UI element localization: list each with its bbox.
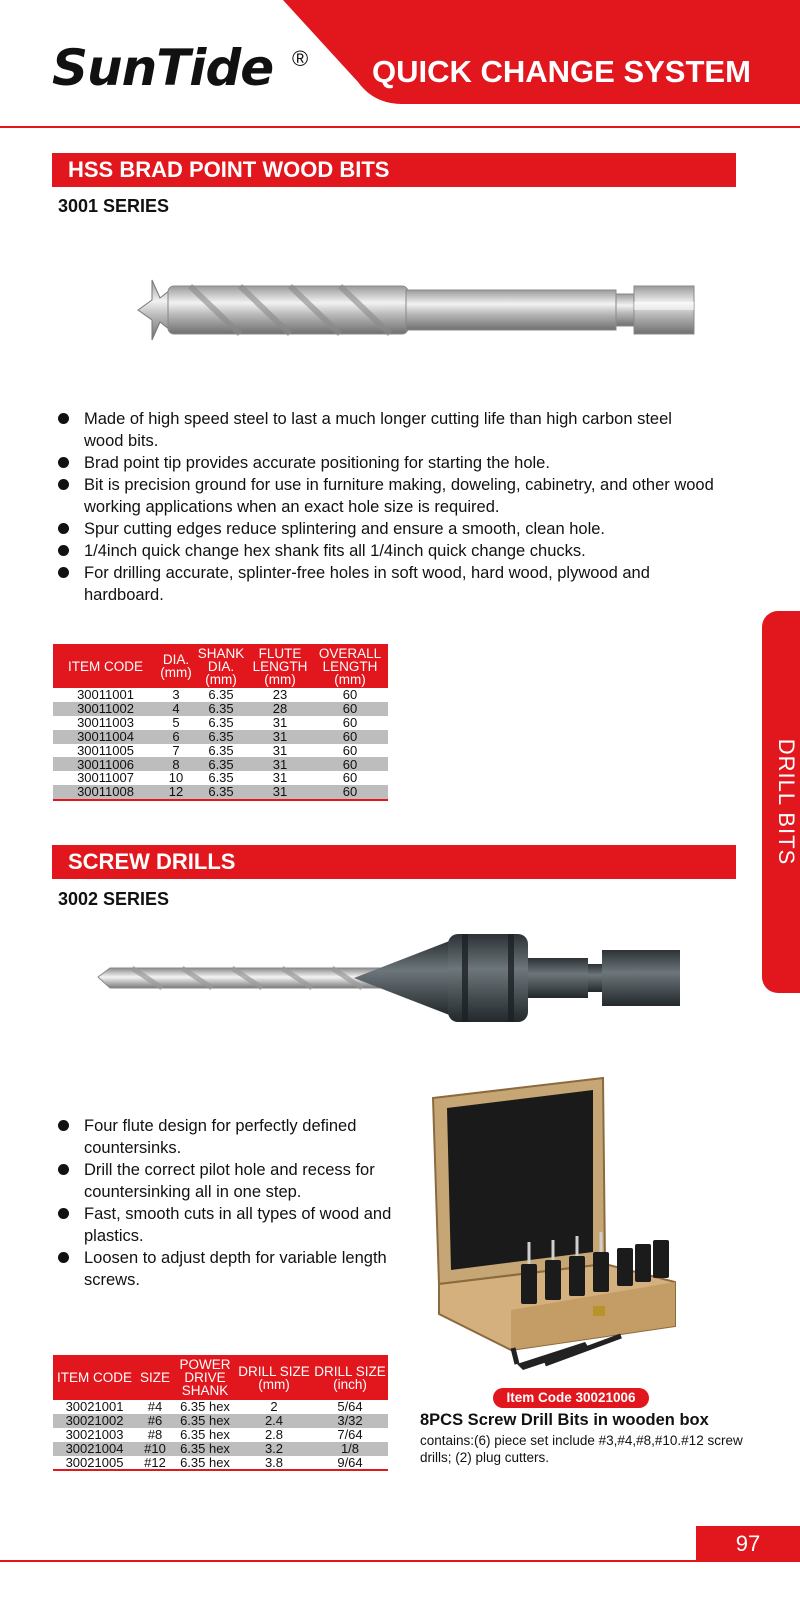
table-row: 30011005 7 6.35 31 60 xyxy=(77,742,358,758)
column-header: DRILL SIZE (mm) xyxy=(236,1355,312,1400)
table-row: 30021003 #8 6.35 hex 2.8 7/64 xyxy=(65,1426,363,1442)
header-rule xyxy=(0,126,800,128)
bullet-icon xyxy=(58,1252,69,1263)
wooden-box-set-image xyxy=(425,1074,725,1374)
set-description: contains:(6) piece set include #3,#4,#8,#10.#12 screw drills; (2) plug cutters. xyxy=(420,1433,743,1465)
column-header: ITEM CODE xyxy=(53,644,158,688)
column-header: DRILL SIZE (inch) xyxy=(312,1355,388,1400)
table-row: 30021002 #6 6.35 hex 2.4 3/32 xyxy=(53,1414,388,1428)
list-item: Made of high speed steel to last a much longer cutting life than high carbon steel wood bits. xyxy=(55,408,715,452)
list-item: Drill the correct pilot hole and recess for countersinking all in one step. xyxy=(55,1159,395,1203)
table-row: 30011003 5 6.35 31 60 xyxy=(77,714,358,730)
column-header: FLUTE LENGTH (mm) xyxy=(248,644,312,688)
brad-point-bit-image xyxy=(130,272,710,350)
list-item: 1/4inch quick change hex shank fits all 1/4inch quick change chucks. xyxy=(55,540,715,562)
brand-logo: SunTide xyxy=(52,39,274,97)
column-header: POWER DRIVE SHANK xyxy=(174,1355,236,1400)
table-row: 30011006 8 6.35 31 60 xyxy=(53,757,388,771)
column-header: OVERALL LENGTH (mm) xyxy=(312,644,388,688)
brad-point-spec-table xyxy=(53,644,388,801)
section-title-screw-drills: SCREW DRILLS xyxy=(52,845,736,879)
column-header: SHANK DIA. (mm) xyxy=(194,644,248,688)
bullet-icon xyxy=(58,1164,69,1175)
series-label-3001: 3001 SERIES xyxy=(58,196,170,216)
section-title-brad-point: HSS BRAD POINT WOOD BITS xyxy=(52,153,736,187)
bullet-icon xyxy=(58,523,69,534)
footer-rule xyxy=(0,1560,800,1562)
side-tab-label: DRILL BITS xyxy=(774,738,799,866)
bullet-icon xyxy=(58,413,69,424)
column-header: SIZE xyxy=(136,1355,174,1400)
table-row: 30021004 #10 6.35 hex 3.2 1/8 xyxy=(53,1442,388,1456)
table-row: 30021001 #4 6.35 hex 2 5/64 xyxy=(65,1399,363,1415)
bullet-icon xyxy=(58,479,69,490)
table-row: 30011007 10 6.35 31 60 xyxy=(77,770,358,786)
list-item: Loosen to adjust depth for variable length screws. xyxy=(55,1247,395,1291)
registered-mark: ® xyxy=(292,46,309,71)
bullet-icon xyxy=(58,567,69,578)
brad-point-features xyxy=(55,408,715,606)
list-item: Fast, smooth cuts in all types of wood and plastics. xyxy=(55,1203,395,1247)
screw-drill-features xyxy=(55,1115,395,1291)
list-item: Bit is precision ground for use in furniture making, doweling, cabinetry, and other wood working applications when an exact hole size is required. xyxy=(55,474,715,518)
list-item: Brad point tip provides accurate positioning for starting the hole. xyxy=(55,452,715,474)
table-row: 30011004 6 6.35 31 60 xyxy=(53,730,388,744)
table-row: 30021005 #12 6.35 hex 3.8 9/64 xyxy=(53,1456,388,1471)
table-row: 30011001 3 6.35 23 60 xyxy=(77,687,358,703)
page-number: 97 xyxy=(696,1526,800,1562)
screw-drill-spec-table xyxy=(53,1355,388,1471)
list-item: For drilling accurate, splinter-free holes in soft wood, hard wood, plywood and hardboard. xyxy=(55,562,715,606)
bullet-icon xyxy=(58,545,69,556)
list-item: Four flute design for perfectly defined countersinks. xyxy=(55,1115,395,1159)
column-header: DIA. (mm) xyxy=(158,644,194,688)
item-code-badge: Item Code 30021006 xyxy=(493,1388,649,1408)
screw-drill-image xyxy=(92,930,692,1028)
table-row: 30011008 12 6.35 31 60 xyxy=(53,785,388,800)
table-row: 30011002 4 6.35 28 60 xyxy=(53,702,388,716)
bullet-icon xyxy=(58,457,69,468)
list-item: Spur cutting edges reduce splintering and ensure a smooth, clean hole. xyxy=(55,518,715,540)
series-label-3002: 3002 SERIES xyxy=(58,889,170,909)
header-title: QUICK CHANGE SYSTEM xyxy=(372,54,751,89)
column-header: ITEM CODE xyxy=(53,1355,136,1400)
bullet-icon xyxy=(58,1208,69,1219)
set-title: 8PCS Screw Drill Bits in wooden box xyxy=(420,1411,709,1429)
bullet-icon xyxy=(58,1120,69,1131)
